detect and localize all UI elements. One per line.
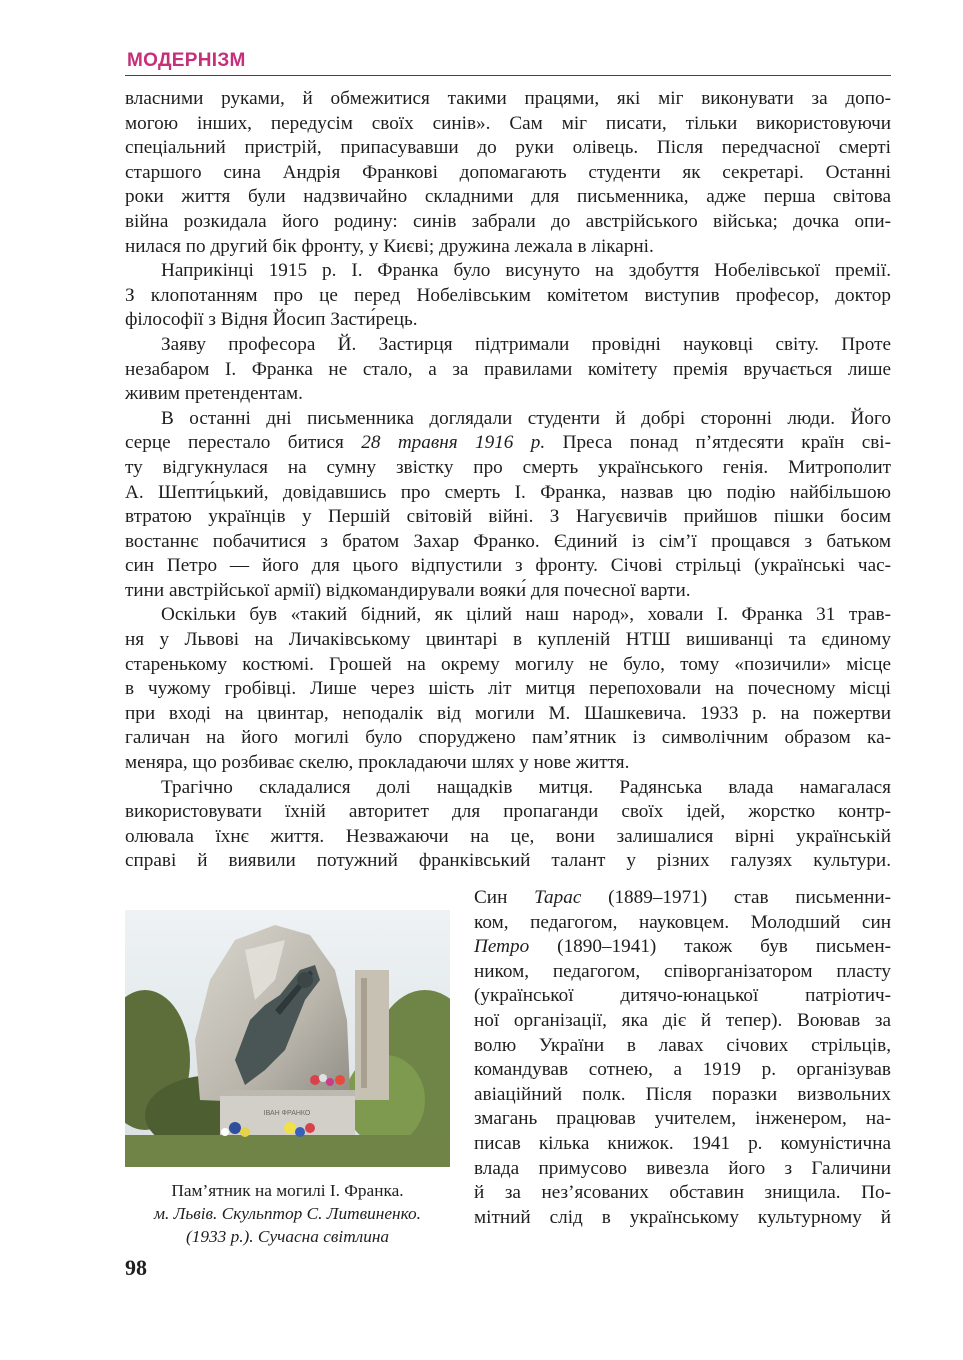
text-line: писав кілька книжок. 1941 р. комуністична <box>474 1132 891 1154</box>
text-line: В останні дні письменника доглядали студенти й добрі сторонні люди. Його <box>161 407 891 429</box>
text-line: нилася по другий бік фронту, у Києві; дружина лежала в лікарні. <box>125 235 654 257</box>
text-line: Наприкінці 1915 р. І. Франка було висунуто на здобуття Нобелівської премії. <box>161 260 891 282</box>
text-line: син Петро — його для цього відпустили з фронту. Січові стрільці (українські час- <box>125 555 891 577</box>
text-line: незабаром І. Франка не стало, а за правилами комітету премія вручається лише <box>125 358 891 380</box>
text-line: галичан на його могилі було споруджено пам’ятник із символічним образом ка- <box>125 727 891 749</box>
text-line: серце перестало битися 28 травня 1916 р. Преса понад п’ятдесяти країн сві- <box>125 432 891 454</box>
monument-illustration <box>125 910 450 1167</box>
text-line: командував сотнею, а 1919 р. організував <box>474 1059 891 1081</box>
main-text-block <box>125 87 891 874</box>
text-line: при вході на цвинтар, неподалік від могили М. Шашкевича. 1933 р. на пожертви <box>125 702 891 724</box>
text-line: волю України в лавах січових стрільців, <box>474 1034 891 1056</box>
right-column-text <box>474 886 891 1230</box>
caption-line: м. Львів. Скульптор С. Литвиненко. <box>154 1204 421 1223</box>
caption-line: (1933 р.). Сучасна світлина <box>185 1227 390 1246</box>
section-title: МОДЕРНІЗМ <box>127 50 246 71</box>
text-line: Оскільки був «такий бідний, як цілий наш народ», ховали І. Франка 31 трав- <box>161 604 891 626</box>
text-line: змагань працював учителем, інженером, на- <box>474 1108 891 1130</box>
text-line: З клопотанням про це перед Нобелівським комітетом виступив професор, доктор <box>125 284 891 306</box>
text-line: авіаційний полк. Після поразки визвольних <box>474 1083 891 1105</box>
text-line: війна розкидала його родину: синів забрали до австрійського війська; дочка опи- <box>125 210 891 232</box>
text-line: олювала їхнє життя. Незважаючи на це, вони залишалися вірні українській <box>125 825 891 847</box>
running-header <box>125 47 891 76</box>
text-line: філософії з Відня Йосип Засти́рець. <box>125 309 418 331</box>
pedestal-inscription: ІВАН ФРАНКО <box>263 1110 311 1117</box>
text-line: справі й виявили потужний франківський талант у різних галузях культури. <box>125 850 891 872</box>
text-line: ком, педагогом, науковцем. Молодший син <box>474 911 891 933</box>
text-line: й за нез’ясованих обставин знищила. По- <box>474 1182 891 1204</box>
text-line: ту відгукнулася на сумну звістку про смерть українського генія. Митрополит <box>125 456 891 478</box>
photo-caption <box>125 1179 450 1248</box>
text-line: використовувати їхній авторитет для пропаганди своїх ідей, жорстко контр- <box>125 801 891 823</box>
monument-photo <box>125 910 450 1167</box>
text-line: тини австрійської армії) відкомандирували вояки́ для почесної варти. <box>125 579 691 601</box>
text-line: Заяву професора Й. Застирця підтримали провідні науковці світу. Проте <box>161 333 891 355</box>
text-line: востаннє побачитися з братом Захар Франко. Єдиний із сім’ї прощався з батьком <box>125 530 891 552</box>
text-line: А. Шепти́цький, довідавшись про смерть І. Франка, назвав цю подію найбільшою <box>125 481 891 503</box>
page-number: 98 <box>125 1255 147 1280</box>
text-line: власними руками, й обмежитися такими працями, які міг виконувати за допо- <box>125 88 891 109</box>
text-line: меняра, що розбиває скелю, прокладаючи шлях у нове життя. <box>125 752 630 774</box>
text-line: Петро (1890–1941) також був письмен- <box>474 936 891 958</box>
text-line: ної організації, яка діє й тепер). Воював за <box>474 1009 891 1031</box>
text-line: в чужому гробівці. Лише через шість літ митця перепоховали на почесному місці <box>125 678 891 700</box>
text-line: (української дитячо-юнацької патріотич- <box>474 985 891 1007</box>
text-line: Трагічно складалися долі нащадків митця. Радянська влада намагалася <box>161 776 891 798</box>
text-line: Син Тарас (1889–1971) став письменни- <box>474 887 891 908</box>
text-line: роки життя були надзвичайно складними для письменника, адже перша світова <box>125 186 891 208</box>
text-line: живим претендентам. <box>125 383 303 405</box>
text-line: старенькому костюмі. Грошей на окрему могилу не було, тому «позичили» місце <box>125 653 891 675</box>
text-line: влада примусово вивезла його з Галичини <box>474 1157 891 1179</box>
text-line: втратою українців у Першій світовій війні. З Нагуєвичів прийшов пішки босим <box>125 506 891 528</box>
text-line: ня у Львові на Личаківському цвинтарі в купленій НТШ вишиванці та єдиному <box>125 629 891 651</box>
text-line: мітний слід в українському культурному й <box>474 1206 891 1228</box>
text-line: ником, педагогом, співорганізатором пласту <box>474 960 891 982</box>
text-line: могою інших, передусім своїх синів». Сам міг писати, тільки використовуючи <box>125 112 891 134</box>
caption-line: Пам’ятник на могилі І. Франка. <box>171 1181 404 1200</box>
text-line: спеціальний пристрій, припасувавши до руки олівець. Після передчасної смерті <box>125 137 891 159</box>
text-line: старшого сина Андрія Франкові допомагають студенти як секретарі. Останні <box>125 161 891 183</box>
